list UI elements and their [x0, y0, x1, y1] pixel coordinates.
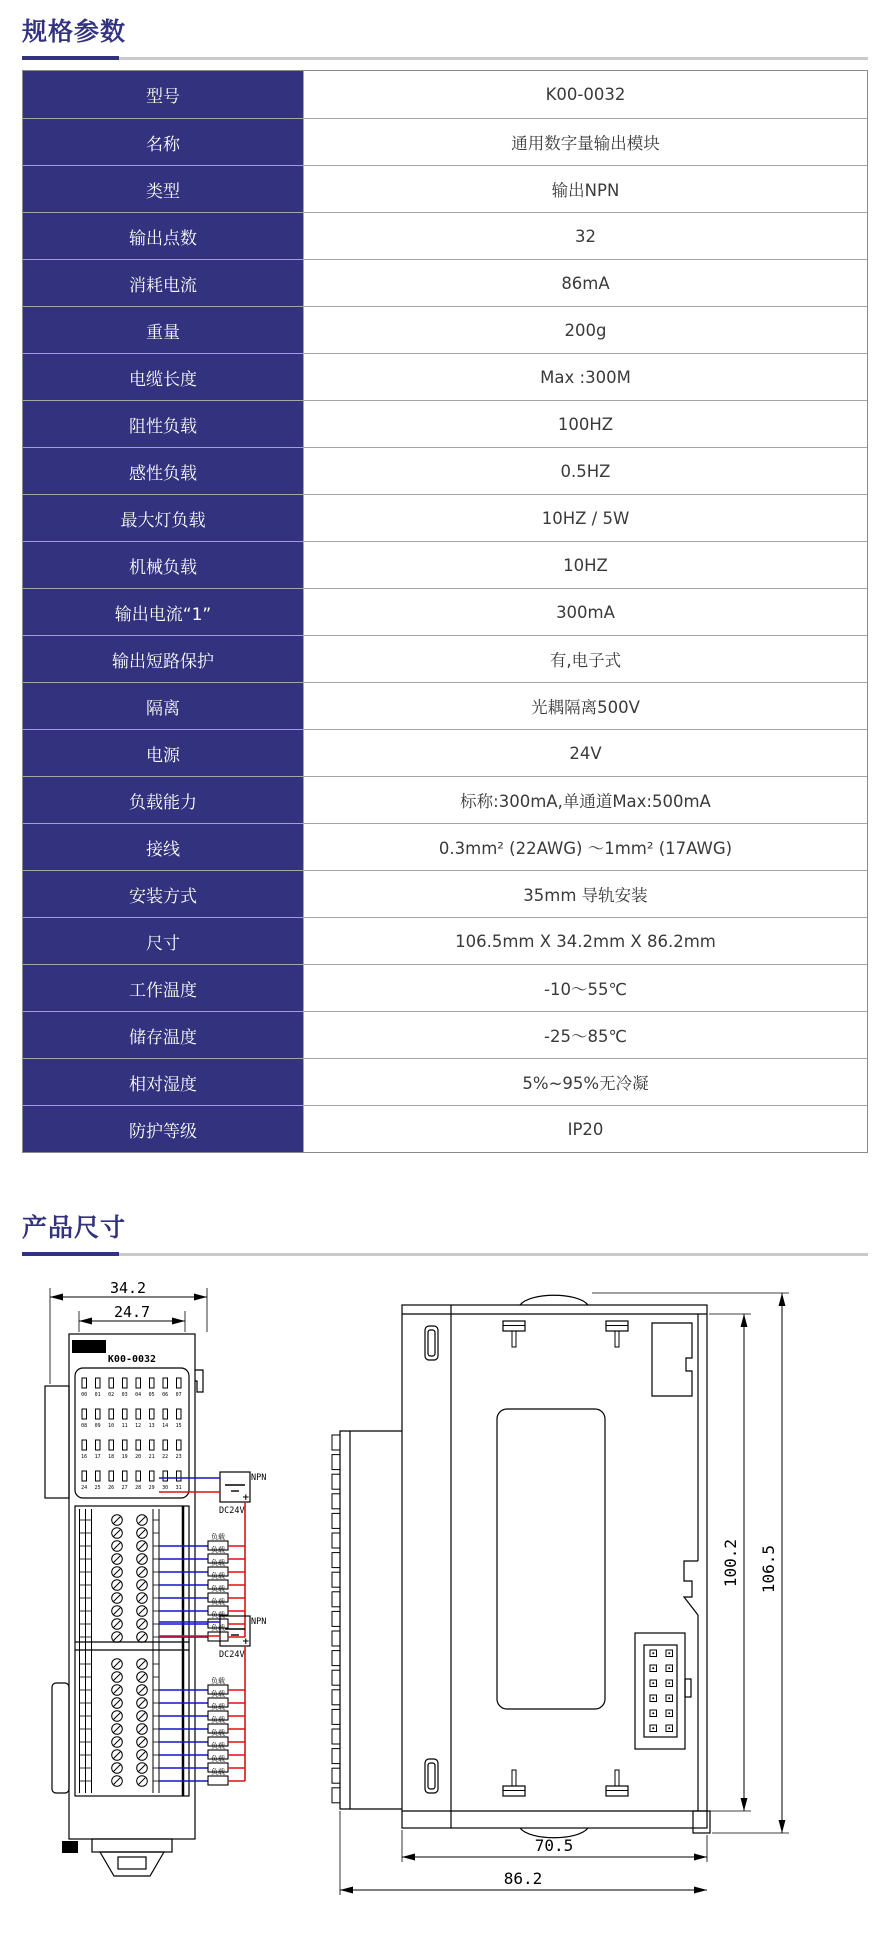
dim-depth-inner: 70.5 — [534, 1836, 574, 1855]
svg-text:负载: 负载 — [211, 1703, 225, 1711]
spec-row — [23, 776, 867, 823]
svg-text:负载: 负载 — [211, 1598, 225, 1606]
spec-label: 输出点数 — [23, 213, 304, 259]
svg-text:13: 13 — [148, 1423, 155, 1429]
svg-text:02: 02 — [108, 1392, 115, 1398]
bus-connector-teeth — [332, 1435, 340, 1803]
spec-row — [23, 1105, 867, 1152]
svg-text:24: 24 — [81, 1485, 88, 1491]
svg-text:07: 07 — [175, 1392, 182, 1398]
svg-text:22: 22 — [162, 1454, 169, 1460]
svg-text:负载: 负载 — [211, 1729, 225, 1737]
spec-label: 重量 — [23, 307, 304, 353]
svg-text:DC24V: DC24V — [219, 1650, 245, 1660]
svg-text:18: 18 — [108, 1454, 115, 1460]
spec-label: 消耗电流 — [23, 260, 304, 306]
divider-gray-segment — [119, 57, 868, 60]
spec-value: 35mm 导轨安装 — [523, 886, 648, 905]
spec-value: -10～55℃ — [544, 980, 627, 999]
spec-row — [23, 823, 867, 870]
spec-row — [23, 635, 867, 682]
spec-label: 输出短路保护 — [23, 636, 304, 682]
spec-value: 24V — [569, 743, 602, 763]
spec-value: 有,电子式 — [549, 651, 622, 670]
spec-row — [23, 917, 867, 964]
svg-text:25: 25 — [94, 1485, 101, 1491]
spec-row — [23, 682, 867, 729]
spec-value: 光耦隔离500V — [531, 698, 640, 717]
svg-text:09: 09 — [94, 1423, 101, 1429]
svg-text:03: 03 — [121, 1392, 128, 1398]
svg-text:16: 16 — [81, 1454, 88, 1460]
svg-text:负载: 负载 — [211, 1690, 225, 1698]
spec-value: IP20 — [567, 1119, 604, 1139]
spec-label: 相对湿度 — [23, 1059, 304, 1105]
spec-label: 接线 — [23, 824, 304, 870]
spec-row — [23, 212, 867, 259]
spec-value: 10HZ — [563, 555, 608, 575]
svg-text:NPN: NPN — [251, 1473, 267, 1483]
svg-text:30: 30 — [162, 1485, 169, 1491]
spec-label: 工作温度 — [23, 965, 304, 1011]
spec-row — [23, 118, 867, 165]
svg-text:05: 05 — [148, 1392, 155, 1398]
spec-value: 0.5HZ — [560, 461, 611, 481]
spec-label: 电源 — [23, 730, 304, 776]
spec-row — [23, 729, 867, 776]
svg-text:19: 19 — [121, 1454, 128, 1460]
svg-text:06: 06 — [162, 1392, 169, 1398]
spec-row — [23, 71, 867, 118]
spec-label: 机械负载 — [23, 542, 304, 588]
terminal-blocks — [80, 1509, 160, 1793]
svg-text:00: 00 — [81, 1392, 88, 1398]
divider-gray-segment — [119, 1253, 868, 1256]
spec-row — [23, 870, 867, 917]
svg-text:04: 04 — [135, 1392, 142, 1398]
spec-value: 106.5mm X 34.2mm X 86.2mm — [455, 931, 716, 951]
spec-label: 安装方式 — [23, 871, 304, 917]
svg-text:负载: 负载 — [211, 1611, 225, 1619]
svg-text:31: 31 — [175, 1485, 182, 1491]
spec-row — [23, 165, 867, 212]
spec-value: 86mA — [561, 273, 610, 293]
spec-label: 感性负载 — [23, 448, 304, 494]
spec-row — [23, 400, 867, 447]
spec-label: 储存温度 — [23, 1012, 304, 1058]
spec-label: 最大灯负载 — [23, 495, 304, 541]
svg-text:负载: 负载 — [211, 1533, 225, 1541]
dim-height-inner: 100.2 — [721, 1538, 740, 1588]
svg-text:负载: 负载 — [211, 1677, 225, 1685]
svg-text:DC24V: DC24V — [219, 1506, 245, 1516]
spec-label: 电缆长度 — [23, 354, 304, 400]
spec-row — [23, 259, 867, 306]
svg-text:负载: 负载 — [211, 1559, 225, 1567]
side-view-drawing — [330, 1281, 795, 1906]
svg-text:负载: 负载 — [211, 1572, 225, 1580]
led-indicator-grid — [81, 1378, 182, 1491]
spec-row — [23, 1011, 867, 1058]
svg-text:27: 27 — [121, 1485, 128, 1491]
spec-value: 通用数字量输出模块 — [511, 134, 660, 153]
spec-value: 100HZ — [557, 414, 614, 434]
spec-row — [23, 494, 867, 541]
svg-text:01: 01 — [94, 1392, 101, 1398]
spec-row — [23, 1058, 867, 1105]
din-clip-tab — [62, 1841, 78, 1853]
spec-label: 负载能力 — [23, 777, 304, 823]
spec-value: 10HZ / 5W — [541, 508, 630, 528]
svg-text:负载: 负载 — [211, 1742, 225, 1750]
din-rail-clips — [503, 1321, 628, 1796]
specs-section-title: 规格参数 — [22, 17, 127, 46]
dim-height-outer: 106.5 — [759, 1544, 778, 1594]
spec-row — [23, 588, 867, 635]
svg-text:负载: 负载 — [211, 1585, 225, 1593]
dim-width-inner: 24.7 — [113, 1303, 151, 1321]
svg-text:负载: 负载 — [211, 1768, 225, 1776]
svg-text:负载: 负载 — [211, 1716, 225, 1724]
svg-text:23: 23 — [175, 1454, 182, 1460]
svg-text:12: 12 — [135, 1423, 142, 1429]
spec-row — [23, 306, 867, 353]
spec-label: 型号 — [23, 71, 304, 118]
svg-text:负载: 负载 — [211, 1624, 225, 1632]
svg-text:29: 29 — [148, 1485, 155, 1491]
svg-text:08: 08 — [81, 1423, 88, 1429]
pin-header-connector — [650, 1650, 673, 1732]
spec-value: 200g — [564, 320, 607, 340]
dim-width-outer: 34.2 — [109, 1279, 147, 1297]
front-model-label: K00-0032 — [107, 1354, 157, 1365]
spec-value: K00-0032 — [545, 85, 626, 104]
front-view-drawing — [12, 1278, 270, 1893]
spec-value: 标称:300mA,单通道Max:500mA — [460, 792, 711, 811]
svg-text:28: 28 — [135, 1485, 142, 1491]
svg-text:17: 17 — [94, 1454, 101, 1460]
spec-label: 尺寸 — [23, 918, 304, 964]
spec-label: 名称 — [23, 119, 304, 165]
spec-label: 阻性负载 — [23, 401, 304, 447]
svg-text:+: + — [242, 1637, 250, 1647]
front-label-plate — [72, 1340, 106, 1353]
divider-accent-segment — [22, 56, 119, 60]
svg-text:26: 26 — [108, 1485, 115, 1491]
svg-text:NPN: NPN — [251, 1617, 267, 1627]
spec-row — [23, 353, 867, 400]
svg-text:+: + — [242, 1493, 250, 1503]
specs-title-divider — [22, 56, 868, 60]
svg-text:14: 14 — [162, 1423, 169, 1429]
svg-text:15: 15 — [175, 1423, 182, 1429]
svg-text:负载: 负载 — [211, 1755, 225, 1763]
spec-value: 0.3mm² (22AWG) ～1mm² (17AWG) — [438, 839, 733, 858]
spec-row — [23, 541, 867, 588]
spec-row — [23, 447, 867, 494]
wiring-diagram — [159, 1472, 266, 1785]
spec-value: -25～85℃ — [544, 1027, 627, 1046]
svg-text:10: 10 — [108, 1423, 115, 1429]
svg-text:11: 11 — [121, 1423, 128, 1429]
svg-text:20: 20 — [135, 1454, 142, 1460]
spec-value: Max :300M — [540, 367, 631, 387]
spec-value: 300mA — [556, 602, 615, 622]
spec-row — [23, 964, 867, 1011]
spec-label: 类型 — [23, 166, 304, 212]
dimensions-section-title: 产品尺寸 — [22, 1213, 127, 1242]
dim-depth-outer: 86.2 — [503, 1869, 543, 1888]
spec-table — [22, 70, 868, 1153]
svg-text:21: 21 — [148, 1454, 155, 1460]
spec-label: 防护等级 — [23, 1106, 304, 1152]
divider-accent-segment — [22, 1252, 119, 1256]
dimensions-title-divider — [22, 1252, 868, 1256]
spec-label: 输出电流“1” — [23, 589, 304, 635]
spec-label: 隔离 — [23, 683, 304, 729]
spec-value: 32 — [575, 226, 596, 246]
side-view-outline — [340, 1293, 789, 1895]
spec-value: 5%~95%无冷凝 — [522, 1074, 649, 1093]
front-view-outline — [45, 1288, 207, 1876]
svg-text:负载: 负载 — [211, 1546, 225, 1554]
spec-value: 输出NPN — [551, 181, 620, 200]
